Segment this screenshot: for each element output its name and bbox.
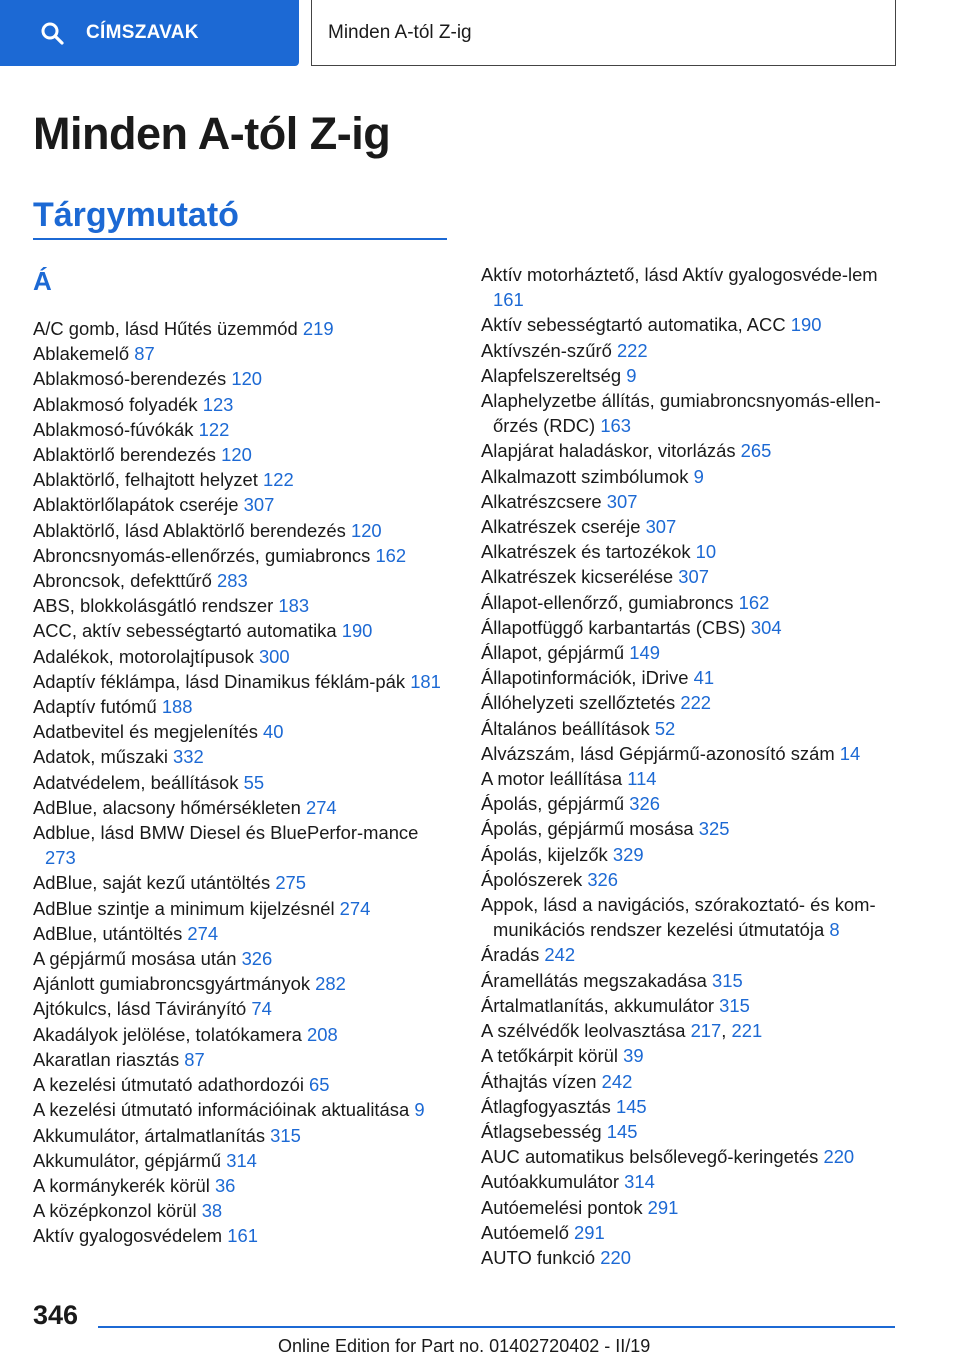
page-ref-link[interactable]: 332 (173, 746, 204, 768)
index-entry-text: A kezelési útmutató információinak aktualitása (33, 1099, 410, 1121)
index-entry (33, 518, 453, 543)
page-ref-link[interactable]: 161 (493, 289, 524, 311)
index-entry (33, 896, 453, 921)
page-ref-link[interactable]: 162 (375, 544, 407, 566)
index-entry-text: ABS, blokkolásgátló rendszer (33, 595, 274, 617)
index-entry-text: Adalékok, motorolajtípusok (33, 645, 254, 667)
index-entry-text: Aktív sebességtartó automatika, ACC (481, 314, 786, 336)
index-entry (33, 1198, 453, 1223)
index-entry (481, 791, 901, 816)
index-entry (481, 816, 901, 841)
page-ref-link[interactable]: 274 (187, 922, 219, 944)
index-entry-text: Autóemelési pontok (481, 1196, 643, 1218)
index-entry (481, 867, 901, 892)
index-entry (481, 514, 901, 539)
page-ref-link[interactable]: 222 (680, 692, 712, 714)
index-entry-text: Adatok, műszaki (33, 746, 168, 768)
page-ref-link[interactable]: 8 (829, 919, 840, 941)
index-entry-text: Ablaktörlő, felhajtott helyzet (33, 469, 258, 491)
index-entry (33, 996, 453, 1021)
index-entry (481, 1169, 901, 1194)
index-entry (481, 1144, 901, 1169)
index-entry-text: Autóemelő (481, 1221, 569, 1243)
index-entry-text: Akadályok jelölése, tolatókamera (33, 1023, 302, 1045)
index-entry-text: Autóakkumulátor (481, 1171, 620, 1193)
index-letter-heading: Á (33, 266, 52, 296)
index-entry-text: Akkumulátor, ártalmatlanítás (33, 1124, 266, 1146)
index-entry (481, 665, 901, 690)
index-entry (481, 1018, 901, 1043)
index-entry (481, 338, 901, 363)
page-ref-link[interactable]: 291 (574, 1221, 605, 1243)
index-entry (33, 1072, 453, 1097)
index-entry (33, 694, 453, 719)
page-ref-link[interactable]: 161 (227, 1225, 258, 1247)
page-ref-link[interactable]: 220 (600, 1246, 631, 1268)
index-entry (481, 262, 901, 312)
index-entry-text: Ártalmatlanítás, akkumulátor (481, 994, 715, 1016)
index-entry (481, 438, 901, 463)
page-ref-link[interactable]: 307 (645, 516, 677, 538)
page-ref-link[interactable]: 145 (615, 1095, 647, 1117)
page-ref-link[interactable]: 314 (624, 1171, 655, 1193)
page-ref-link[interactable]: 291 (647, 1196, 679, 1218)
page-ref-link[interactable]: 38 (201, 1200, 223, 1222)
page-ref-link[interactable]: 52 (654, 717, 676, 739)
index-entry (33, 492, 453, 517)
index-entry-text: Ablakmosó folyadék (33, 393, 198, 415)
page-ref-link[interactable]: 40 (263, 721, 284, 743)
index-entry-text: Általános beállítások (481, 717, 650, 739)
page-ref-link[interactable]: 326 (587, 868, 619, 890)
index-entry-text: Alapfelszereltség (481, 364, 622, 386)
index-entry-text: Aktívszén-szűrő (481, 339, 612, 361)
index-entry-text: Ápolószerek (481, 868, 583, 890)
index-entry (33, 770, 453, 795)
page-ref-link[interactable]: 190 (790, 314, 822, 336)
index-entry (481, 312, 901, 337)
index-entry-text: Ablaktörlőlapátok cseréje (33, 494, 239, 516)
index-entry-text: Akaratlan riasztás (33, 1048, 180, 1070)
index-entry (481, 1119, 901, 1144)
index-entry-text: Adaptív féklámpa, lásd Dinamikus féklám‐pák (33, 670, 406, 692)
page-ref-link[interactable]: 39 (623, 1045, 644, 1067)
index-entry (33, 921, 453, 946)
index-entry (481, 842, 901, 867)
page-ref-link[interactable]: 120 (221, 444, 252, 466)
page-ref-link[interactable]: 74 (251, 998, 272, 1020)
page-ref-link[interactable]: 222 (616, 339, 648, 361)
index-entry (481, 1245, 901, 1270)
index-entry (481, 892, 901, 942)
index-entry-text: Akkumulátor, gépjármű (33, 1149, 222, 1171)
index-entry (481, 968, 901, 993)
index-entry (33, 744, 453, 769)
page-ref-link[interactable]: 242 (601, 1070, 633, 1092)
index-entry (481, 1043, 901, 1068)
page-ref-separator: , (721, 1020, 727, 1042)
index-entry-text: A tetőkárpit körül (481, 1045, 618, 1067)
index-entry (33, 971, 453, 996)
page-ref-link[interactable]: 307 (606, 490, 638, 512)
page-ref-link[interactable]: 219 (302, 318, 334, 339)
index-entry-text: Állapot-ellenőrző, gumiabroncs (481, 591, 734, 613)
index-entry (481, 1195, 901, 1220)
index-entry-text: Ajánlott gumiabroncsgyártmányok (33, 973, 311, 995)
index-entry-text: A motor leállítása (481, 768, 623, 790)
index-column-right (481, 262, 901, 1270)
page-ref-link[interactable]: 274 (305, 796, 337, 818)
index-entry (481, 464, 901, 489)
page-ref-link[interactable]: 300 (258, 645, 290, 667)
page-ref-link[interactable]: 273 (45, 847, 76, 869)
index-entry (481, 716, 901, 741)
index-entry (33, 341, 453, 366)
index-entry-text: Alkalmazott szimbólumok (481, 465, 689, 487)
index-entry-text: Állapot, gépjármű (481, 642, 625, 664)
page-ref-link[interactable]: 242 (544, 944, 576, 966)
index-entry (33, 366, 453, 391)
index-entry-text: Alkatrészcsere (481, 490, 602, 512)
index-entry-text: Ápolás, gépjármű mosása (481, 818, 694, 840)
page-ref-link[interactable]: 208 (306, 1023, 338, 1045)
index-entry (481, 615, 901, 640)
index-entry-text: Abroncsok, defekttűrő (33, 570, 212, 592)
index-entry (33, 618, 453, 643)
index-entry-text: AdBlue, saját kezű utántöltés (33, 872, 271, 894)
index-entry (481, 489, 901, 514)
breadcrumb-current: Minden A-tól Z-ig (328, 21, 472, 43)
index-entry (481, 942, 901, 967)
index-entry-text: A kormánykerék körül (33, 1174, 210, 1196)
page-title: Minden A-tól Z-ig (33, 108, 391, 159)
page-ref-link[interactable]: 36 (214, 1174, 236, 1196)
index-entry-text: Adaptív futómű (33, 696, 157, 718)
index-entry (33, 870, 453, 895)
page-ref-link[interactable]: 163 (600, 415, 631, 437)
index-entry (33, 1047, 453, 1072)
page-ref-link[interactable]: 315 (719, 994, 750, 1016)
page-ref-link[interactable]: 326 (629, 793, 660, 815)
page-ref-link[interactable]: 123 (202, 393, 234, 415)
index-entry-text: Áradás (481, 944, 540, 966)
index-entry (33, 442, 453, 467)
section-title: Tárgymutató (33, 196, 239, 234)
index-entry (33, 795, 453, 820)
page-ref-link[interactable]: 307 (678, 566, 709, 588)
edition-text: Online Edition for Part no. 01402720402 - II/19 (278, 1336, 651, 1356)
search-label: CÍMSZAVAK (86, 22, 199, 43)
page-ref-link[interactable]: 120 (350, 519, 382, 541)
index-entry (33, 543, 453, 568)
page-ref-link[interactable]: 122 (198, 418, 230, 440)
index-entry (33, 593, 453, 618)
index-entry-text: Áramellátás megszakadása (481, 969, 707, 991)
index-entry-text: Alkatrészek és tartozékok (481, 541, 691, 563)
index-entry-text: Átlagsebesség (481, 1120, 602, 1142)
index-entry (481, 388, 901, 438)
page-ref-link[interactable]: 145 (606, 1120, 638, 1142)
index-entry (33, 1097, 453, 1122)
page-ref-link[interactable]: 183 (278, 595, 310, 617)
index-entry-text: Adatbevitel és megjelenítés (33, 721, 258, 743)
index-entry-text: Alkatrészek kicserélése (481, 566, 674, 588)
index-entry-text: Appok, lásd a navigációs, szórakoztató- és kom‐munikációs rendszer kezelési útmutatója (481, 894, 876, 941)
index-column-left (33, 262, 453, 1249)
index-entry (33, 1173, 453, 1198)
index-entry (33, 719, 453, 744)
index-entry (33, 644, 453, 669)
index-entry (481, 564, 901, 589)
index-entry-text: A szélvédők leolvasztása (481, 1020, 686, 1042)
page-ref-link[interactable]: 122 (263, 469, 294, 491)
page-ref-link[interactable]: 326 (241, 948, 273, 970)
index-entry (33, 1022, 453, 1047)
index-entry-text: Adblue, lásd BMW Diesel és BluePerfor‐mance (33, 822, 419, 844)
index-entry-text: Átlagfogyasztás (481, 1095, 611, 1117)
page-ref-link[interactable]: 221 (731, 1020, 763, 1042)
index-entry (481, 1069, 901, 1094)
index-entry (33, 1123, 453, 1148)
page-ref-link[interactable]: 149 (629, 642, 660, 664)
index-entry (33, 820, 453, 870)
page-ref-link[interactable]: 65 (309, 1074, 330, 1096)
index-entry (481, 1220, 901, 1245)
index-entry-text: A középkonzol körül (33, 1200, 197, 1222)
index-entry (33, 1148, 453, 1173)
index-entry (481, 363, 901, 388)
index-entry (481, 741, 901, 766)
index-entry-text: Alapjárat haladáskor, vitorlázás (481, 440, 736, 462)
page-ref-link[interactable]: 55 (243, 771, 265, 793)
index-entry-text: Áthajtás vízen (481, 1070, 597, 1092)
index-entry-text: Állapotfüggő karbantartás (CBS) (481, 616, 746, 638)
index-entry-text: Állóhelyzeti szellőztetés (481, 692, 676, 714)
index-entry-text: A/C gomb, lásd Hűtés üzemmód (33, 318, 298, 339)
page-ref-link[interactable]: 162 (738, 591, 770, 613)
index-entry (481, 690, 901, 715)
page-ref-link[interactable]: 220 (823, 1146, 855, 1168)
index-entry-text: Ablakmosó-fúvókák (33, 418, 194, 440)
page-ref-link[interactable]: 120 (231, 368, 263, 390)
index-entry (481, 766, 901, 791)
index-list-left (33, 316, 453, 1249)
index-entry (481, 539, 901, 564)
index-entry-text: Állapotinformációk, iDrive (481, 667, 689, 689)
page-ref-link[interactable]: 41 (693, 667, 715, 689)
page-ref-link[interactable]: 14 (839, 742, 861, 764)
index-entry-text: Aktív gyalogosvédelem (33, 1225, 223, 1247)
index-entry-text: A kezelési útmutató adathordozói (33, 1074, 304, 1096)
index-entry-text: Alaphelyzetbe állítás, gumiabroncsnyomás-ellen‐őrzés (RDC) (481, 390, 881, 437)
index-entry (33, 467, 453, 492)
index-entry-text: Ápolás, kijelzők (481, 843, 608, 865)
page-ref-link[interactable]: 283 (217, 570, 248, 592)
search-button[interactable] (0, 0, 299, 66)
page-ref-link[interactable]: 9 (693, 465, 704, 487)
index-entry-text: Alvázszám, lásd Gépjármű-azonosító szám (481, 742, 835, 764)
page-ref-link[interactable]: 87 (184, 1048, 205, 1070)
page-ref-link[interactable]: 325 (698, 818, 730, 840)
page-ref-link[interactable]: 217 (690, 1020, 722, 1042)
index-entry (33, 1223, 453, 1248)
index-entry (33, 392, 453, 417)
index-entry (33, 669, 453, 694)
index-entry-text: A gépjármű mosása után (33, 948, 237, 970)
index-entry (33, 568, 453, 593)
index-entry-text: AdBlue, utántöltés (33, 922, 183, 944)
index-entry-text: Alkatrészek cseréje (481, 516, 641, 538)
index-entry-text: Abroncsnyomás-ellenőrzés, gumiabroncs (33, 544, 371, 566)
index-entry-text: AdBlue szintje a minimum kijelzésnél (33, 897, 335, 919)
page-ref-link[interactable]: 329 (612, 843, 644, 865)
index-entry-text: AUC automatikus belsőlevegő-keringetés (481, 1146, 819, 1168)
page-ref-link[interactable]: 265 (740, 440, 772, 462)
index-list-right (481, 262, 901, 1270)
page-ref-link[interactable]: 315 (712, 969, 743, 991)
index-entry-text: Ablaktörlő, lásd Ablaktörlő berendezés (33, 519, 346, 541)
search-icon (40, 21, 64, 45)
index-entry-text: ACC, aktív sebességtartó automatika (33, 620, 337, 642)
page-ref-link[interactable]: 87 (134, 343, 155, 365)
page-ref-link[interactable]: 181 (410, 670, 441, 692)
index-entry-text: AdBlue, alacsony hőmérsékleten (33, 796, 301, 818)
index-entry (481, 993, 901, 1018)
page-ref-link[interactable]: 188 (161, 696, 193, 718)
index-entry-text: Ajtókulcs, lásd Távirányító (33, 998, 247, 1020)
index-entry-text: Ablakmosó-berendezés (33, 368, 227, 390)
index-entry-text: Ablakemelő (33, 343, 130, 365)
page-ref-link[interactable]: 114 (627, 768, 657, 790)
index-entry-text: Ápolás, gépjármű (481, 793, 625, 815)
footer-divider (98, 1326, 895, 1328)
page-ref-link[interactable]: 275 (275, 872, 306, 894)
index-entry-text: Ablaktörlő berendezés (33, 444, 216, 466)
page-ref-link[interactable]: 9 (626, 364, 637, 386)
page-ref-link[interactable]: 307 (243, 494, 275, 516)
index-entry (33, 946, 453, 971)
index-entry (33, 417, 453, 442)
index-entry-text: Adatvédelem, beállítások (33, 771, 239, 793)
index-entry (33, 316, 453, 341)
index-entry-text: AUTO funkció (481, 1246, 596, 1268)
page-ref-link[interactable]: 314 (226, 1149, 257, 1171)
index-entry-text: Aktív motorháztető, lásd Aktív gyalogosvéde‐lem (481, 264, 878, 285)
section-divider (33, 238, 447, 240)
page-ref-link[interactable]: 315 (270, 1124, 301, 1146)
page-header (0, 0, 960, 66)
page-number: 346 (33, 1300, 79, 1330)
page-ref-link[interactable]: 9 (414, 1099, 425, 1121)
index-entry (481, 590, 901, 615)
breadcrumb (311, 0, 896, 66)
page-ref-link[interactable]: 282 (315, 973, 346, 995)
page-ref-link[interactable]: 190 (341, 620, 373, 642)
index-entry (481, 640, 901, 665)
page-ref-link[interactable]: 10 (695, 541, 717, 563)
page-ref-link[interactable]: 304 (750, 616, 782, 638)
index-entry (481, 1094, 901, 1119)
page-ref-link[interactable]: 274 (339, 897, 371, 919)
